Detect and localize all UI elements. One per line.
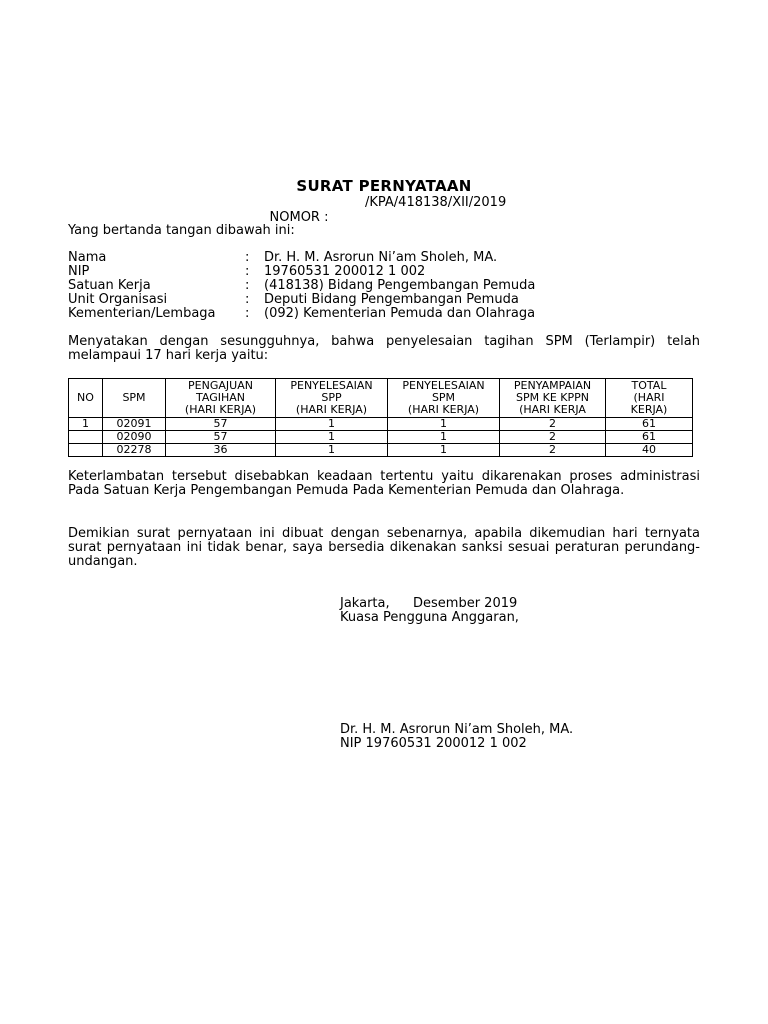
cell-penyampaian: 2 <box>500 444 606 457</box>
signatory-nip: NIP 19760531 200012 1 002 <box>340 736 527 751</box>
signature-date: Desember 2019 <box>413 596 518 611</box>
table-row <box>69 444 693 457</box>
field-colon: : <box>245 264 250 279</box>
cell-no: 1 <box>69 418 103 431</box>
signature-place: Jakarta, <box>340 596 390 611</box>
cell-no <box>69 444 103 457</box>
spm-table <box>68 378 693 457</box>
cell-penyampaian: 2 <box>500 431 606 444</box>
cell-pengajuan: 57 <box>166 418 276 431</box>
header-total: TOTAL (HARI KERJA) <box>606 379 693 418</box>
delay-paragraph: Keterlambatan tersebut disebabkan keadaan tertentu yaitu dikarenakan proses administrasi Pada Satuan Kerja Pengembangan Pemuda Pada Kementerian Pemuda dan Olahraga. <box>68 469 700 498</box>
cell-penyelesaian-spm: 1 <box>388 418 500 431</box>
table-row <box>69 431 693 444</box>
field-value: Dr. H. M. Asrorun Ni’am Sholeh, MA. <box>264 250 498 265</box>
header-penyampaian-spm: PENYAMPAIAN SPM KE KPPN (HARI KERJA <box>500 379 606 418</box>
field-colon: : <box>245 278 250 293</box>
table-header-row <box>69 379 693 418</box>
field-value: (092) Kementerian Pemuda dan Olahraga <box>264 306 536 321</box>
field-colon: : <box>245 292 250 307</box>
field-colon: : <box>245 306 250 321</box>
cell-spp: 1 <box>276 418 388 431</box>
cell-total: 61 <box>606 418 693 431</box>
field-value: 19760531 200012 1 002 <box>264 264 426 279</box>
cell-pengajuan: 57 <box>166 431 276 444</box>
cell-total: 61 <box>606 431 693 444</box>
field-label: Satuan Kerja <box>68 278 151 293</box>
field-label: Kementerian/Lembaga <box>68 306 216 321</box>
field-label: Unit Organisasi <box>68 292 168 307</box>
field-colon: : <box>245 250 250 265</box>
cell-pengajuan: 36 <box>166 444 276 457</box>
cell-total: 40 <box>606 444 693 457</box>
field-row-satuan-kerja <box>68 279 708 293</box>
cell-penyampaian: 2 <box>500 418 606 431</box>
field-value: Deputi Bidang Pengembangan Pemuda <box>264 292 519 307</box>
header-penyelesaian-spp: PENYELESAIAN SPP (HARI KERJA) <box>276 379 388 418</box>
nomor-value: /KPA/418138/XII/2019 <box>365 195 507 210</box>
nomor-label: NOMOR : <box>269 210 329 225</box>
cell-no <box>69 431 103 444</box>
signature-place-date <box>340 596 518 611</box>
header-spm: SPM <box>103 379 166 418</box>
cell-spm: 02278 <box>103 444 166 457</box>
field-row-nip <box>68 265 708 279</box>
statement-paragraph: Menyatakan dengan sesungguhnya, bahwa penyelesaian tagihan SPM (Terlampir) telah melampaui 17 hari kerja yaitu: <box>68 334 700 363</box>
field-row-kementerian <box>68 307 708 321</box>
intro-text: Yang bertanda tangan dibawah ini: <box>68 223 295 238</box>
cell-penyelesaian-spm: 1 <box>388 444 500 457</box>
identity-fields <box>68 251 708 321</box>
document-title: SURAT PERNYATAAN <box>296 177 472 195</box>
field-label: NIP <box>68 264 90 279</box>
cell-spp: 1 <box>276 444 388 457</box>
field-row-nama <box>68 251 708 265</box>
signatory-name: Dr. H. M. Asrorun Ni’am Sholeh, MA. <box>340 722 574 737</box>
cell-spm: 02091 <box>103 418 166 431</box>
header-penyelesaian-spm: PENYELESAIAN SPM (HARI KERJA) <box>388 379 500 418</box>
signature-role: Kuasa Pengguna Anggaran, <box>340 610 519 625</box>
field-row-unit-organisasi <box>68 293 708 307</box>
closing-paragraph: Demikian surat pernyataan ini dibuat dengan sebenarnya, apabila dikemudian hari ternyata surat pernyataan ini tidak benar, saya bersedia dikenakan sanksi sesuai peraturan perundang-undangan. <box>68 526 700 569</box>
cell-spm: 02090 <box>103 431 166 444</box>
cell-penyelesaian-spm: 1 <box>388 431 500 444</box>
header-no: NO <box>69 379 103 418</box>
cell-spp: 1 <box>276 431 388 444</box>
field-label: Nama <box>68 250 107 265</box>
table-row <box>69 418 693 431</box>
field-value: (418138) Bidang Pengembangan Pemuda <box>264 278 536 293</box>
header-pengajuan-tagihan: PENGAJUAN TAGIHAN (HARI KERJA) <box>166 379 276 418</box>
